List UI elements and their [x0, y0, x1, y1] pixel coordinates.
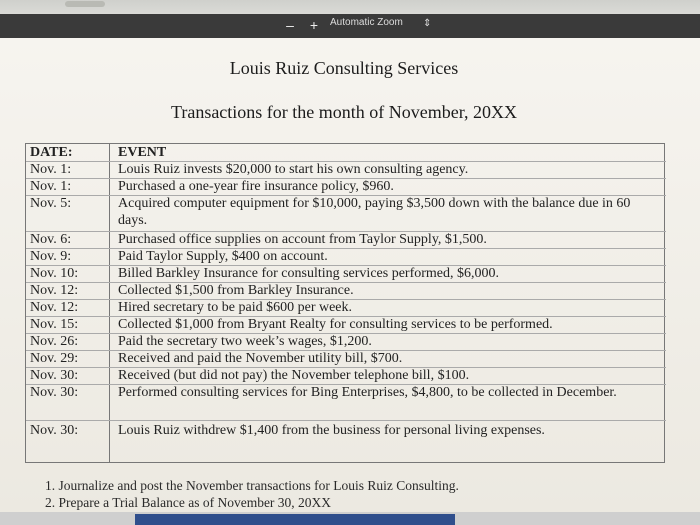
table-row [26, 299, 666, 317]
event-header: EVENT [118, 145, 167, 160]
row-date: Nov. 1: [30, 162, 72, 177]
row-event: Received (but did not pay) the November telephone bill, $100. [118, 368, 470, 383]
row-event: Collected $1,000 from Bryant Realty for consulting services to be performed. [118, 317, 553, 332]
row-event: Paid the secretary two week’s wages, $1,200. [118, 334, 372, 349]
document-title: Louis Ruiz Consulting Services [229, 58, 459, 78]
row-date: Nov. 15: [30, 317, 79, 332]
table-row [26, 195, 666, 232]
table-row [26, 420, 666, 440]
table-row [26, 384, 666, 421]
row-date: Nov. 12: [30, 283, 79, 298]
document-page [0, 38, 700, 512]
table-row [26, 282, 666, 300]
transactions-table [25, 143, 665, 463]
row-event: Billed Barkley Insurance for consulting services performed, $6,000. [118, 266, 500, 281]
row-event: Paid Taylor Supply, $400 on account. [118, 249, 328, 264]
taskbar-app[interactable] [135, 514, 455, 525]
row-event: Purchased a one-year fire insurance policy, $960. [118, 179, 394, 194]
row-event: Louis Ruiz withdrew $1,400 from the business for personal living expenses. [118, 423, 545, 438]
table-row [26, 248, 666, 266]
zoom-select[interactable]: Automatic Zoom [330, 17, 403, 28]
zoom-out-button[interactable]: – [286, 17, 294, 33]
row-date: Nov. 12: [30, 300, 79, 315]
instruction-2: 2. Prepare a Trial Balance as of November 30, 20XX [45, 495, 332, 510]
row-date: Nov. 26: [30, 334, 79, 349]
row-event: Louis Ruiz invests $20,000 to start his own consulting agency. [118, 162, 469, 177]
row-date: Nov. 1: [30, 179, 72, 194]
table-header-row [26, 144, 666, 162]
row-date: Nov. 30: [30, 423, 79, 438]
zoom-dropdown-icon[interactable]: ⇕ [423, 18, 432, 29]
table-row [26, 367, 666, 385]
table-row [26, 178, 666, 196]
row-date: Nov. 5: [30, 196, 72, 211]
table-row [26, 333, 666, 351]
row-date: Nov. 30: [30, 368, 79, 383]
row-date: Nov. 29: [30, 351, 79, 366]
table-row [26, 265, 666, 283]
instruction-1: 1. Journalize and post the November transactions for Louis Ruiz Consulting. [45, 478, 459, 493]
row-event: Hired secretary to be paid $600 per week. [118, 300, 353, 315]
row-date: Nov. 9: [30, 249, 72, 264]
date-header: DATE: [30, 145, 73, 160]
zoom-in-button[interactable]: + [309, 17, 319, 33]
taskbar [0, 512, 700, 525]
row-event: Received and paid the November utility bill, $700. [118, 351, 403, 366]
document-subtitle: Transactions for the month of November, 20XX [170, 102, 518, 122]
table-row [26, 231, 666, 249]
browser-tab-strip [0, 0, 700, 14]
table-row [26, 350, 666, 368]
row-date: Nov. 6: [30, 232, 72, 247]
table-row [26, 316, 666, 334]
row-event: Performed consulting services for Bing Enterprises, $4,800, to be collected in December. [118, 385, 617, 400]
pdf-viewer-toolbar [0, 14, 700, 38]
blurred-tab[interactable] [65, 1, 105, 7]
table-row [26, 161, 666, 179]
row-event: Acquired computer equipment for $10,000, paying $3,500 down with the balance due in 60 days. [118, 196, 631, 228]
row-event: Collected $1,500 from Barkley Insurance. [118, 283, 354, 298]
row-date: Nov. 30: [30, 385, 79, 400]
row-event: Purchased office supplies on account from Taylor Supply, $1,500. [118, 232, 487, 247]
row-date: Nov. 10: [30, 266, 79, 281]
